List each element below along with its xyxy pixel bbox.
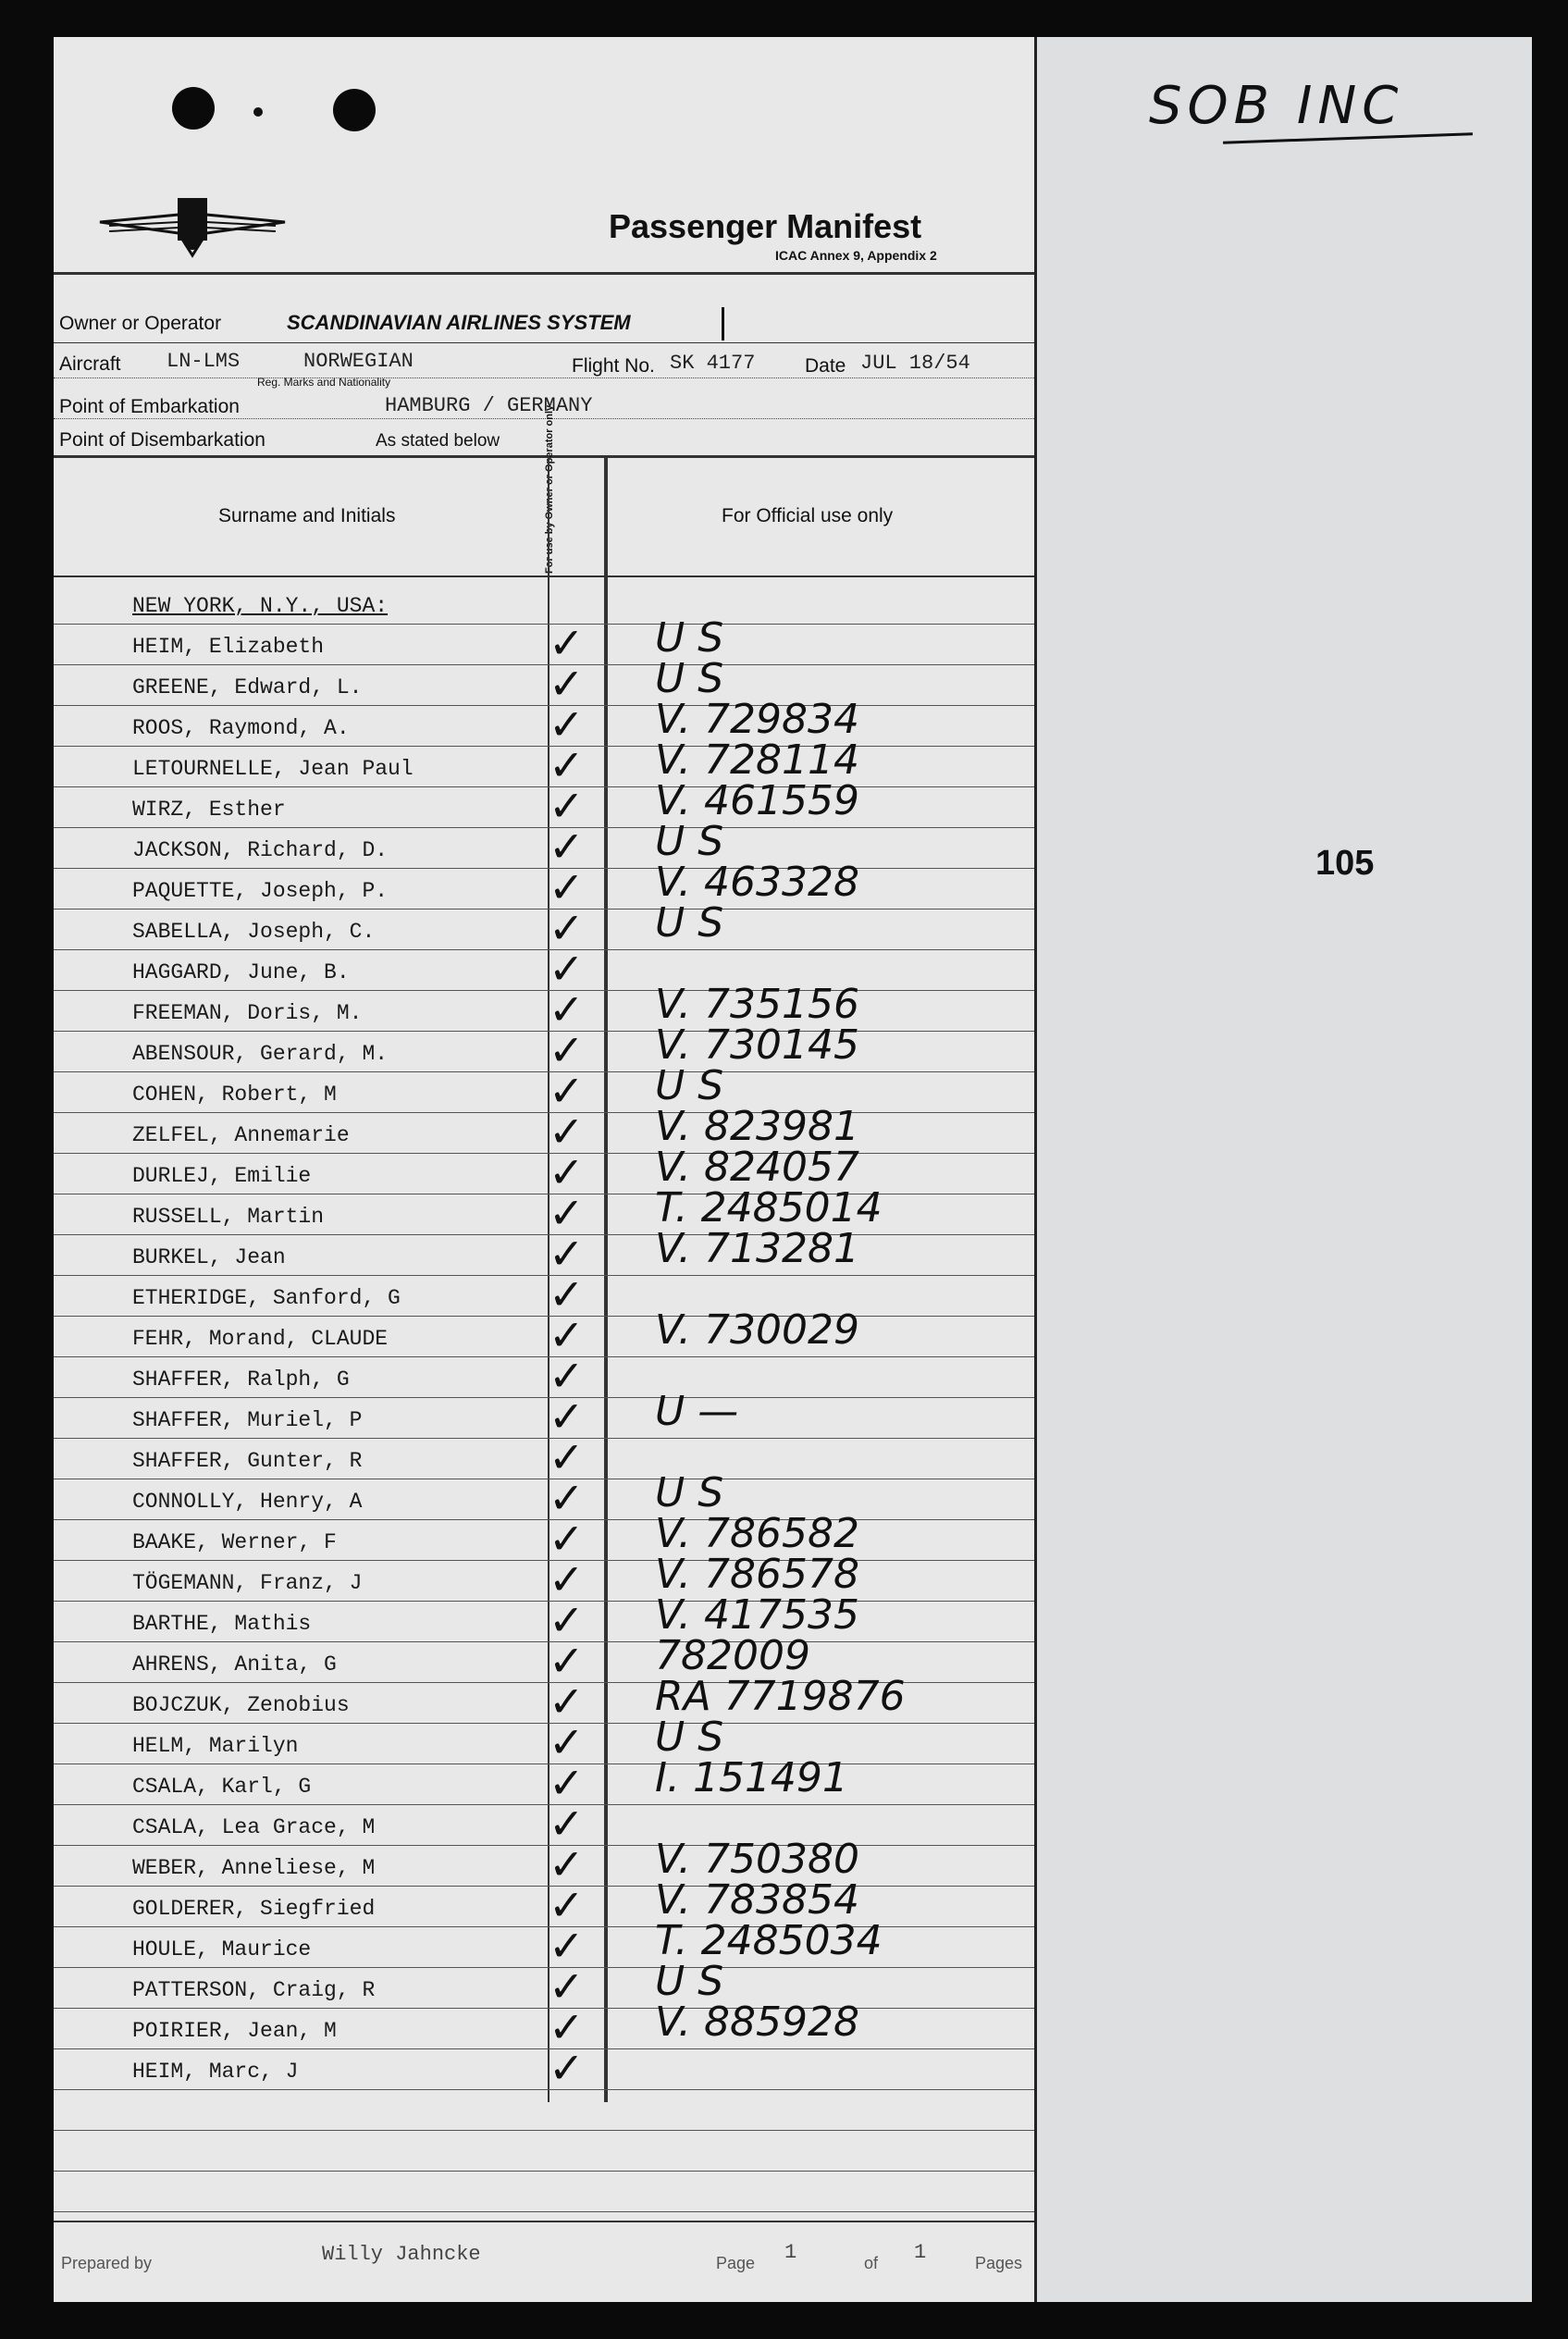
checkmark: ✓ [549, 1392, 585, 1442]
list-item [54, 818, 1034, 872]
list-item [54, 583, 1034, 625]
manifest-title: Passenger Manifest [609, 207, 922, 245]
official-notation: T. 2485014 [655, 1184, 883, 1231]
pages-label: Pages [975, 2254, 1023, 2272]
col-name-heading: Surname and Initials [218, 505, 396, 526]
passenger-name: NEW YORK, N.Y., USA: [132, 594, 389, 618]
list-item [54, 2043, 1034, 2093]
passenger-name: BOJCZUK, Zenobius [132, 1693, 350, 1717]
page-label: Page [716, 2254, 756, 2272]
passenger-name: GOLDERER, Siegfried [132, 1897, 376, 1921]
passenger-name: HEIM, Elizabeth [132, 635, 325, 659]
prepared-value: Willy Jahncke [322, 2243, 481, 2266]
passenger-name: PATTERSON, Craig, R [132, 1978, 376, 2002]
checkmark: ✓ [549, 1595, 585, 1645]
of-label: of [864, 2254, 879, 2272]
list-item [54, 1432, 1034, 1482]
checkmark: ✓ [549, 1880, 585, 1930]
owner-label: Owner or Operator [59, 313, 222, 334]
checkmark: ✓ [549, 1432, 585, 1482]
list-item [54, 1103, 1034, 1157]
official-notation: U S [655, 614, 724, 662]
list-item [54, 1225, 1034, 1279]
passenger-name: FREEMAN, Doris, M. [132, 1001, 363, 1025]
manifest-sheet [54, 37, 1532, 2302]
checkmark: ✓ [549, 618, 585, 668]
checkmark: ✓ [549, 740, 585, 790]
list-item [54, 1269, 1034, 1319]
checkmark: ✓ [549, 1839, 585, 1889]
official-notation: V. 824057 [655, 1144, 859, 1191]
checkmark: ✓ [549, 1025, 585, 1075]
checkmark: ✓ [549, 1229, 585, 1279]
list-item [54, 1062, 1034, 1116]
checkmark: ✓ [549, 1310, 585, 1360]
binder-dot [253, 107, 263, 117]
official-notation: V. 728114 [655, 736, 859, 784]
checkmark: ✓ [549, 699, 585, 749]
list-item [54, 655, 1034, 709]
aircraft-note: Reg. Marks and Nationality [257, 376, 391, 389]
checkmark: ✓ [549, 984, 585, 1034]
footer-rule [54, 2221, 1034, 2222]
passenger-name: CONNOLLY, Henry, A [132, 1490, 363, 1514]
official-notation: V. 783854 [655, 1876, 859, 1924]
owner-mark [722, 307, 724, 340]
aircraft-rule [54, 377, 1034, 378]
official-notation: U S [655, 899, 724, 947]
passenger-name: WEBER, Anneliese, M [132, 1856, 376, 1880]
official-notation: T. 2485034 [655, 1917, 883, 1964]
list-item [54, 1388, 1034, 1442]
official-notation: U S [655, 1469, 724, 1516]
col-heading-rule [54, 575, 1034, 577]
passenger-name: AHRENS, Anita, G [132, 1652, 337, 1677]
owner-rule [54, 342, 1034, 343]
passenger-name: BURKEL, Jean [132, 1245, 286, 1269]
list-item [54, 859, 1034, 912]
airline-logo-icon [91, 185, 294, 268]
list-item [54, 1673, 1034, 1726]
date-label: Date [805, 355, 846, 377]
official-notation: V. 750380 [655, 1836, 859, 1883]
checkmark: ✓ [549, 781, 585, 831]
list-item [54, 899, 1034, 953]
list-item [54, 981, 1034, 1034]
checkmark: ✓ [549, 822, 585, 872]
official-notation: V. 786582 [655, 1510, 859, 1557]
checkmark: ✓ [549, 1514, 585, 1564]
list-item [54, 1714, 1034, 1767]
list-item [54, 1021, 1034, 1075]
passenger-name: LETOURNELLE, Jean Paul [132, 757, 414, 781]
aircraft-reg: LN-LMS [167, 350, 241, 373]
passenger-name: POIRIER, Jean, M [132, 2019, 337, 2043]
passenger-name: SHAFFER, Ralph, G [132, 1368, 350, 1392]
checkmark: ✓ [549, 1351, 585, 1401]
passenger-name: HELM, Marilyn [132, 1734, 299, 1758]
official-notation: V. 463328 [655, 859, 859, 906]
checkmark: ✓ [549, 1473, 585, 1523]
passenger-name: RUSSELL, Martin [132, 1205, 325, 1229]
checkmark: ✓ [549, 1147, 585, 1197]
list-item [54, 1144, 1034, 1197]
official-notation: V. 713281 [655, 1225, 859, 1272]
checkmark: ✓ [549, 944, 585, 994]
checkmark: ✓ [549, 1758, 585, 1808]
prepared-label: Prepared by [61, 2254, 153, 2272]
checkmark: ✓ [549, 1554, 585, 1604]
checkmark: ✓ [549, 1799, 585, 1849]
list-item [54, 1917, 1034, 1971]
date-value: JUL 18/54 [860, 352, 970, 375]
passenger-name: HOULE, Maurice [132, 1937, 312, 1962]
list-item [54, 696, 1034, 749]
list-item [54, 1799, 1034, 1849]
checkmark: ✓ [549, 1066, 585, 1116]
checkmark: ✓ [549, 1107, 585, 1157]
disembark-label: Point of Disembarkation [59, 429, 265, 451]
passenger-name: SHAFFER, Muriel, P [132, 1408, 363, 1432]
list-item [54, 1999, 1034, 2052]
list-item [54, 1306, 1034, 1360]
col-official-heading: For Official use only [722, 505, 894, 526]
aircraft-nationality: NORWEGIAN [303, 350, 414, 373]
passenger-name: HAGGARD, June, B. [132, 960, 350, 984]
checkmark: ✓ [549, 1188, 585, 1238]
official-notation: V. 729834 [655, 696, 859, 743]
list-item [54, 614, 1034, 668]
list-item [54, 1958, 1034, 2011]
official-notation: U S [655, 1958, 724, 2005]
passenger-name: PAQUETTE, Joseph, P. [132, 879, 389, 903]
passenger-name: SHAFFER, Gunter, R [132, 1449, 363, 1473]
passenger-name: TÖGEMANN, Franz, J [132, 1571, 363, 1595]
checkmark: ✓ [549, 1269, 585, 1319]
official-notation: 782009 [655, 1632, 810, 1679]
passenger-name: WIRZ, Esther [132, 798, 286, 822]
official-notation: V. 730145 [655, 1021, 859, 1069]
passenger-name: COHEN, Robert, M [132, 1083, 337, 1107]
embark-value: HAMBURG / GERMANY [385, 394, 593, 417]
passenger-name: ETHERIDGE, Sanford, G [132, 1286, 401, 1310]
official-notation: V. 735156 [655, 981, 859, 1028]
col-owner-heading: For use by Owner or Operator only [544, 404, 555, 574]
official-notation: V. 417535 [655, 1591, 859, 1639]
official-notation: RA 7719876 [655, 1673, 906, 1720]
page-value: 1 [784, 2241, 797, 2264]
official-notation: V. 786578 [655, 1551, 859, 1598]
official-notation: U — [655, 1388, 739, 1435]
of-value: 1 [914, 2241, 927, 2264]
checkmark: ✓ [549, 903, 585, 953]
embark-label: Point of Embarkation [59, 396, 240, 417]
passenger-name: JACKSON, Richard, D. [132, 838, 389, 862]
checkmark: ✓ [549, 862, 585, 912]
manifest-form [54, 37, 1037, 2302]
list-item [54, 1351, 1034, 1401]
passenger-name: ABENSOUR, Gerard, M. [132, 1042, 389, 1066]
checkmark: ✓ [549, 1636, 585, 1686]
owner-value: SCANDINAVIAN AIRLINES SYSTEM [287, 311, 631, 334]
passenger-name: CSALA, Karl, G [132, 1775, 312, 1799]
official-notation: V. 885928 [655, 1999, 859, 2046]
list-item [54, 1551, 1034, 1604]
checkmark: ✓ [549, 659, 585, 709]
corner-handwriting: SOB INC [1149, 76, 1404, 136]
checkmark: ✓ [549, 1962, 585, 2011]
list-item [54, 1469, 1034, 1523]
list-item [54, 1836, 1034, 1889]
passenger-name: GREENE, Edward, L. [132, 675, 363, 699]
official-notation: U S [655, 818, 724, 865]
passenger-name: BAAKE, Werner, F [132, 1530, 337, 1554]
official-notation: V. 461559 [655, 777, 859, 824]
checkmark: ✓ [549, 1677, 585, 1726]
official-notation: V. 730029 [655, 1306, 859, 1354]
list-item [54, 2171, 1034, 2212]
passenger-name: FEHR, Morand, CLAUDE [132, 1327, 389, 1351]
page-stamp: 105 [1315, 844, 1375, 883]
official-notation: I. 151491 [655, 1754, 848, 1801]
passenger-name: SABELLA, Joseph, C. [132, 920, 376, 944]
manifest-subtitle: ICAC Annex 9, Appendix 2 [775, 248, 937, 263]
passenger-name: ROOS, Raymond, A. [132, 716, 350, 740]
checkmark: ✓ [549, 1921, 585, 1971]
passenger-name: CSALA, Lea Grace, M [132, 1815, 376, 1839]
list-item [54, 2089, 1034, 2131]
binder-hole-right [333, 89, 376, 131]
checkmark: ✓ [549, 2043, 585, 2093]
official-notation: V. 823981 [655, 1103, 859, 1150]
list-item [54, 2130, 1034, 2172]
official-notation: U S [655, 1062, 724, 1109]
official-notation: U S [655, 655, 724, 702]
list-item [54, 1754, 1034, 1808]
list-item [54, 944, 1034, 994]
flight-value: SK 4177 [670, 352, 756, 375]
disembark-value: As stated below [376, 431, 500, 451]
list-item [54, 1591, 1034, 1645]
binder-hole-left [172, 87, 215, 130]
official-notation: U S [655, 1714, 724, 1761]
list-item [54, 777, 1034, 831]
list-item [54, 1184, 1034, 1238]
title-rule [54, 272, 1034, 275]
aircraft-label: Aircraft [59, 353, 121, 375]
list-item [54, 736, 1034, 790]
passenger-name: HEIM, Marc, J [132, 2060, 299, 2084]
flight-label: Flight No. [572, 355, 655, 377]
passenger-name: BARTHE, Mathis [132, 1612, 312, 1636]
list-item [54, 1876, 1034, 1930]
passenger-name: DURLEJ, Emilie [132, 1164, 312, 1188]
checkmark: ✓ [549, 1717, 585, 1767]
passenger-name: ZELFEL, Annemarie [132, 1123, 350, 1147]
list-item [54, 1510, 1034, 1564]
checkmark: ✓ [549, 2002, 585, 2052]
